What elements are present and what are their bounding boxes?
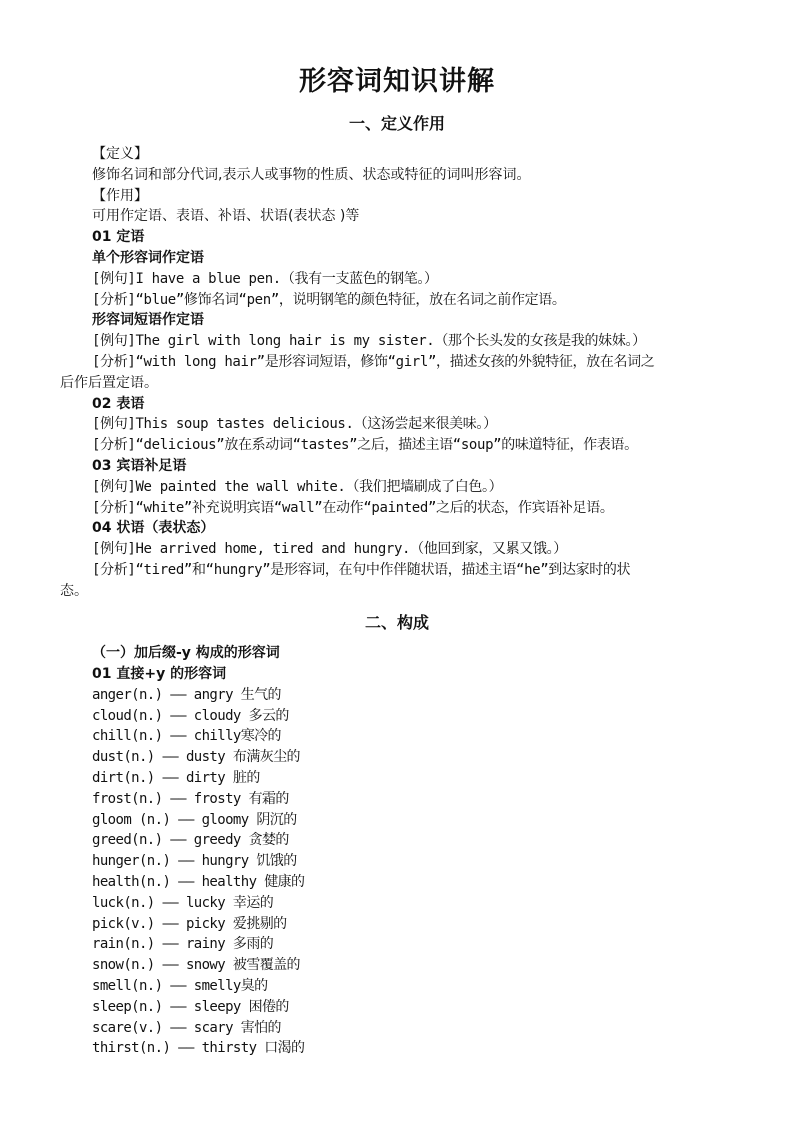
attributive-heading: 01 定语	[92, 229, 145, 245]
analysis-text: [分析]“delicious”放在系动词“tastes”之后，描述主语“soup”的味道特征，作表语。	[92, 437, 638, 453]
vocab-item: chill(n.) —— chilly寒冷的	[92, 728, 281, 744]
suffix-y-subheading: （一）加后缀-y 构成的形容词	[92, 645, 280, 661]
section-heading-formation: 二、构成	[364, 613, 429, 632]
vocab-item: scare(v.) —— scary 害怕的	[92, 1020, 281, 1036]
adverbial-heading: 04 状语（表状态）	[92, 520, 215, 536]
vocab-item: rain(n.) —— rainy 多雨的	[92, 936, 274, 952]
analysis-text: [分析]“tired”和“hungry”是形容词，在句中作伴随状语，描述主语“he”到达家时的状	[92, 562, 631, 578]
adjective-phrase-heading: 形容词短语作定语	[92, 312, 204, 328]
vocab-item: cloud(n.) —— cloudy 多云的	[92, 708, 289, 724]
analysis-text-continued: 态。	[60, 583, 88, 599]
definition-label: 【定义】	[92, 146, 148, 162]
vocab-item: luck(n.) —— lucky 幸运的	[92, 895, 274, 911]
vocab-item: pick(v.) —— picky 爱挑剔的	[92, 916, 287, 932]
vocab-item: gloom (n.) —— gloomy 阴沉的	[92, 812, 297, 828]
example-sentence: [例句]The girl with long hair is my sister.（那个长头发的女孩是我的妹妹。）	[92, 333, 646, 349]
vocab-item: health(n.) —— healthy 健康的	[92, 874, 305, 890]
direct-y-heading: 01 直接+y 的形容词	[92, 666, 227, 682]
example-sentence: [例句]We painted the wall white.（我们把墙刷成了白色。）	[92, 479, 503, 495]
vocab-item: anger(n.) —— angry 生气的	[92, 687, 281, 703]
vocab-item: snow(n.) —— snowy 被雪覆盖的	[92, 957, 300, 973]
vocab-item: thirst(n.) —— thirsty 口渴的	[92, 1040, 305, 1056]
analysis-text: [分析]“with long hair”是形容词短语，修饰“girl”，描述女孩的外貌特征，放在名词之	[92, 354, 655, 370]
definition-text: 修饰名词和部分代词,表示人或事物的性质、状态或特征的词叫形容词。	[92, 167, 531, 183]
usage-label: 【作用】	[92, 188, 148, 204]
example-sentence: [例句]This soup tastes delicious.（这汤尝起来很美味。）	[92, 416, 497, 432]
section-heading-definition: 一、定义作用	[348, 114, 445, 133]
analysis-text: [分析]“blue”修饰名词“pen”，说明钢笔的颜色特征，放在名词之前作定语。	[92, 292, 566, 308]
vocab-item: sleep(n.) —— sleepy 困倦的	[92, 999, 289, 1015]
analysis-text: [分析]“white”补充说明宾语“wall”在动作“painted”之后的状态，作宾语补足语。	[92, 500, 614, 516]
example-sentence: [例句]I have a blue pen.（我有一支蓝色的钢笔。）	[92, 271, 438, 287]
analysis-text-continued: 后作后置定语。	[60, 375, 158, 391]
vocab-item: frost(n.) —— frosty 有霜的	[92, 791, 289, 807]
predicative-heading: 02 表语	[92, 396, 145, 412]
usage-text: 可用作定语、表语、补语、状语(表状态 )等	[92, 208, 360, 224]
vocab-item: greed(n.) —— greedy 贪婪的	[92, 832, 289, 848]
page-title: 形容词知识讲解	[299, 66, 495, 97]
single-adjective-heading: 单个形容词作定语	[92, 250, 204, 266]
vocab-item: dirt(n.) —— dirty 脏的	[92, 770, 260, 786]
vocab-item: smell(n.) —— smelly臭的	[92, 978, 268, 994]
object-complement-heading: 03 宾语补足语	[92, 458, 187, 474]
vocab-item: dust(n.) —— dusty 布满灰尘的	[92, 749, 300, 765]
vocab-item: hunger(n.) —— hungry 饥饿的	[92, 853, 297, 869]
example-sentence: [例句]He arrived home, tired and hungry.（他回到家，又累又饿。）	[92, 541, 567, 557]
